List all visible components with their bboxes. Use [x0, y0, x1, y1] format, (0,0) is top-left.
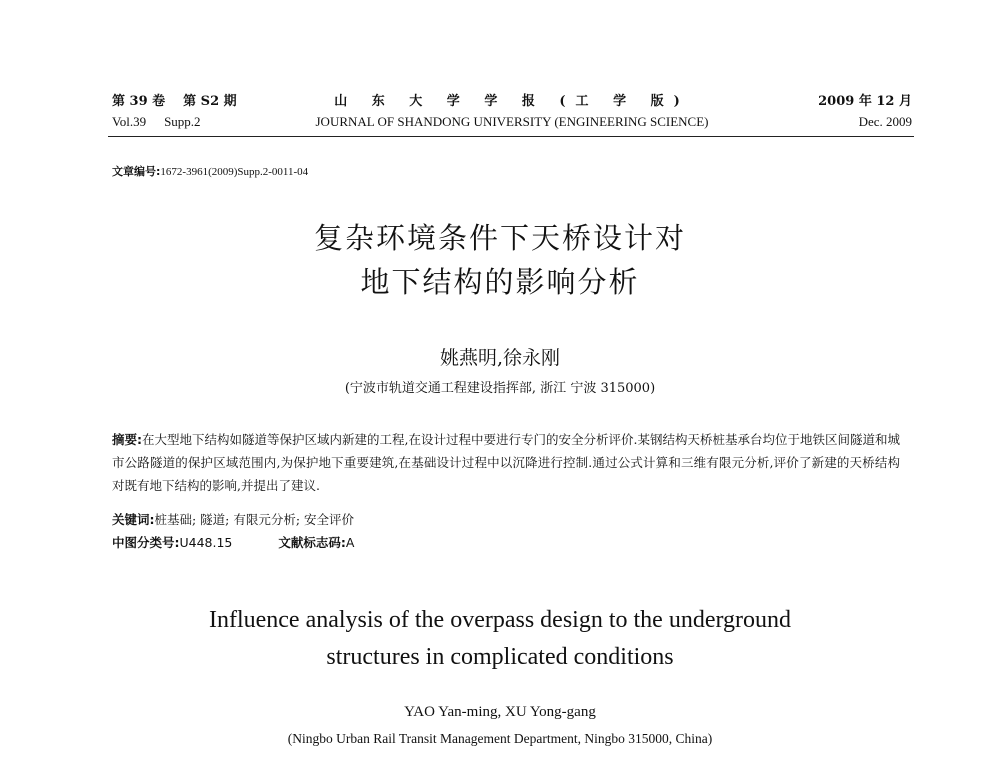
journal-date — [818, 92, 912, 132]
title-cn — [0, 216, 1000, 304]
journal-name-cn: 山 东 大 学 学 报 (工 学 版) — [334, 94, 690, 109]
doc-code-value: A — [345, 535, 355, 550]
keywords-text: 桩基础; 隧道; 有限元分析; 安全评价 — [154, 512, 355, 527]
affiliation-cn: (宁波市轨道交通工程建设指挥部, 浙江 宁波 315000) — [344, 381, 656, 396]
title-en-line2: structures in complicated conditions — [326, 644, 674, 670]
volume-en: Vol.39 — [112, 114, 147, 129]
title-cn-line1: 复杂环境条件下天桥设计对 — [313, 221, 686, 255]
date-cn: 2009 年 12 月 — [818, 94, 912, 109]
title-en-line1: Influence analysis of the overpass design to the underground — [208, 607, 792, 633]
title-cn-line2: 地下结构的影响分析 — [360, 265, 640, 299]
article-number — [112, 163, 308, 179]
article-number-label: 文章编号: — [112, 165, 161, 178]
abstract-text: 在大型地下结构如隧道等保护区域内新建的工程,在设计过程中要进行专门的安全分析评价.某钢结构天桥桩基承台均位于地铁区间隧道和城市公路隧道的保护区域范围内,为保护地下重要建筑,在基础设计过程中以沉降进行控制.通过公式计算和三维有限元分析,评价了新建的天桥结构对既有地下结构的影响,并提出了建议. — [112, 432, 901, 493]
authors-en: YAO Yan-ming, XU Yong-gang — [404, 704, 596, 720]
clc-label: 中图分类号: — [112, 535, 180, 550]
volume-cn: 第 39 卷 — [112, 94, 166, 109]
date-en: Dec. 2009 — [858, 114, 912, 129]
title-en — [0, 602, 1000, 676]
abstract-label: 摘要: — [112, 432, 143, 447]
keywords-label: 关键词: — [112, 512, 155, 527]
article-number-value: 1672-3961(2009)Supp.2-0011-04 — [160, 166, 309, 178]
issue-cn: 第 S2 期 — [183, 94, 237, 109]
classification — [112, 533, 354, 553]
affiliation-en: (Ningbo Urban Rail Transit Management Department, Ningbo 315000, China) — [287, 731, 713, 746]
doc-code-label: 文献标志码: — [278, 535, 346, 550]
clc-value: U448.15 — [179, 535, 233, 550]
abstract — [112, 428, 900, 497]
authors-cn: 姚燕明,徐永刚 — [439, 347, 561, 369]
journal-header — [112, 92, 912, 132]
keywords — [112, 510, 354, 530]
journal-name — [112, 92, 912, 132]
journal-name-en: JOURNAL OF SHANDONG UNIVERSITY (ENGINEERING SCIENCE) — [315, 114, 709, 129]
issue-en: Supp.2 — [164, 114, 201, 129]
header-rule — [108, 136, 914, 137]
